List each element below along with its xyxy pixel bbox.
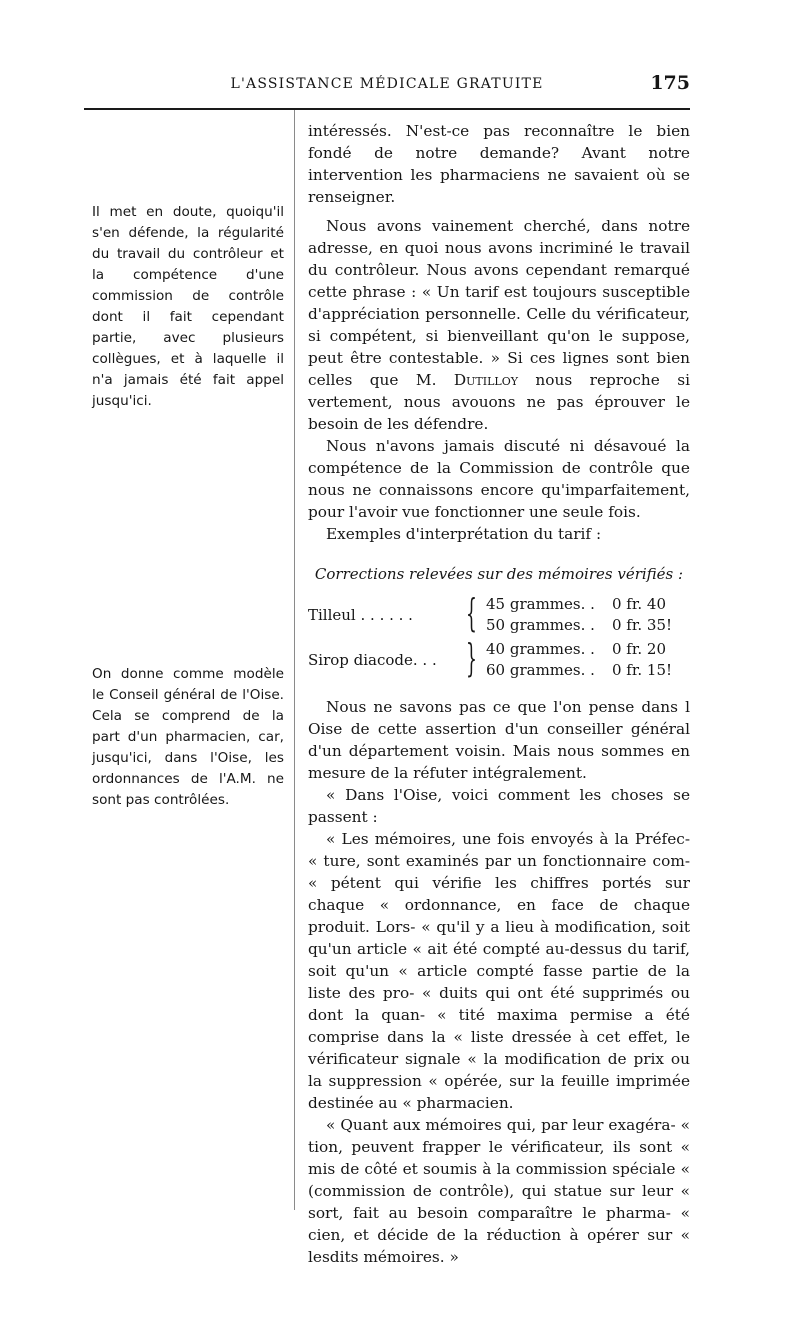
price-table (308, 593, 690, 689)
quantity: 45 grammes. . (486, 595, 595, 613)
quantity: 40 grammes. . (486, 640, 595, 658)
paragraph: intéressés. N'est-ce pas reconnaître le bien fondé de notre demande? Avant notre intervention les pharmaciens ne savaient où se renseigner. (308, 122, 690, 206)
brace-symbol: { (466, 591, 477, 635)
text-run: nous reproche si vertement, nous avouons ne pas éprouver le besoin de les défendre. (308, 371, 690, 433)
paragraph: Nous n'avons jamais discuté ni désavoué la compétence de la Commission de contrôle que nous ne connaissons encore qu'imparfaitement, pour l'avoir vue fonctionner une seule fois. (308, 437, 690, 521)
brace-symbol: } (466, 636, 477, 680)
price: 0 fr. 20 (612, 640, 667, 658)
quote-paragraph: « Les mémoires, une fois envoyés à la Préfec- « ture, sont examinés par un fonctionnaire com- « pétent qui vérifie les chiffres portés sur chaque « ordonnance, en face de chaque produit. Lors- « qu'il y a lieu à modification, soit qu'un article « ait été compté au-dessus du tarif, soit qu'un « article compté fasse partie de la liste des pro- « duits qui ont été supprimés ou dont la quan- « tité maxima permise a été comprise dans la « liste dressée à cet effet, le vérificateur signale « la modification de prix ou la suppression « opérée, sur la feuille imprimée destinée au « pharmacien. (308, 830, 690, 1112)
page-number: 175 (650, 72, 690, 94)
running-header (84, 74, 690, 100)
price: 0 fr. 35! (612, 616, 673, 634)
text-run: Nous avons vainement cherché, dans notre adresse, en quoi nous avons incriminé le travail du contrôleur. Nous avons cependant remarqué cette phrase : « Un tarif est toujours susceptible d'appréciation personnelle. Celle du vérificateur, si compétent, si bienveillant qu'on le suppose, peut être contestable. » Si ces lignes sont bien celles que M. (308, 217, 690, 389)
quote-paragraph: « Quant aux mémoires qui, par leur exagéra- « tion, peuvent frapper le vérificateur, ils sont « mis de côté et soumis à la commission spéciale « (commission de contrôle), qui statue sur leur « sort, fait au besoin comparaître le pharma- « cien, et décide de la réduction à opérer sur « lesdits mémoires. » (308, 1116, 690, 1266)
main-text-column (308, 120, 690, 1268)
paragraph (308, 215, 690, 435)
person-name: Dutilloy (453, 371, 518, 389)
price: 0 fr. 15! (612, 661, 673, 679)
product-name: Tilleul . . . . . . (308, 606, 413, 624)
product-name: Sirop diacode. . . (308, 651, 437, 669)
column-divider (294, 110, 295, 1210)
price: 0 fr. 40 (612, 595, 667, 613)
paragraph: Exemples d'interprétation du tarif : (326, 525, 602, 543)
quantity: 50 grammes. . (486, 616, 595, 634)
margin-note: Il met en doute, quoiqu'il s'en défende, la régularité du travail du contrôleur et la compétence d'une commission de contrôle dont il fait cependant partie, avec plusieurs collègues, et à laquelle il n'a jamais été fait appel jusqu'ici. (92, 204, 284, 409)
paragraph: Nous ne savons pas ce que l'on pense dans l Oise de cette assertion d'un conseiller général d'un département voisin. Mais nous sommes en mesure de la réfuter intégralement. (308, 698, 690, 782)
paragraph: « Dans l'Oise, voici comment les choses se passent : (308, 786, 690, 826)
quotation (308, 828, 690, 1268)
quantity: 60 grammes. . (486, 661, 595, 679)
margin-note: On donne comme modèle le Conseil général de l'Oise. Cela se comprend de la part d'un pharmacien, car, jusqu'ici, dans l'Oise, les ordonnances de l'A.M. ne sont pas contrôlées. (92, 666, 284, 808)
running-title: L'ASSISTANCE MÉDICALE GRATUITE (230, 76, 544, 92)
table-caption: Corrections relevées sur des mémoires vérifiés : (314, 565, 684, 583)
header-rule (84, 108, 690, 110)
